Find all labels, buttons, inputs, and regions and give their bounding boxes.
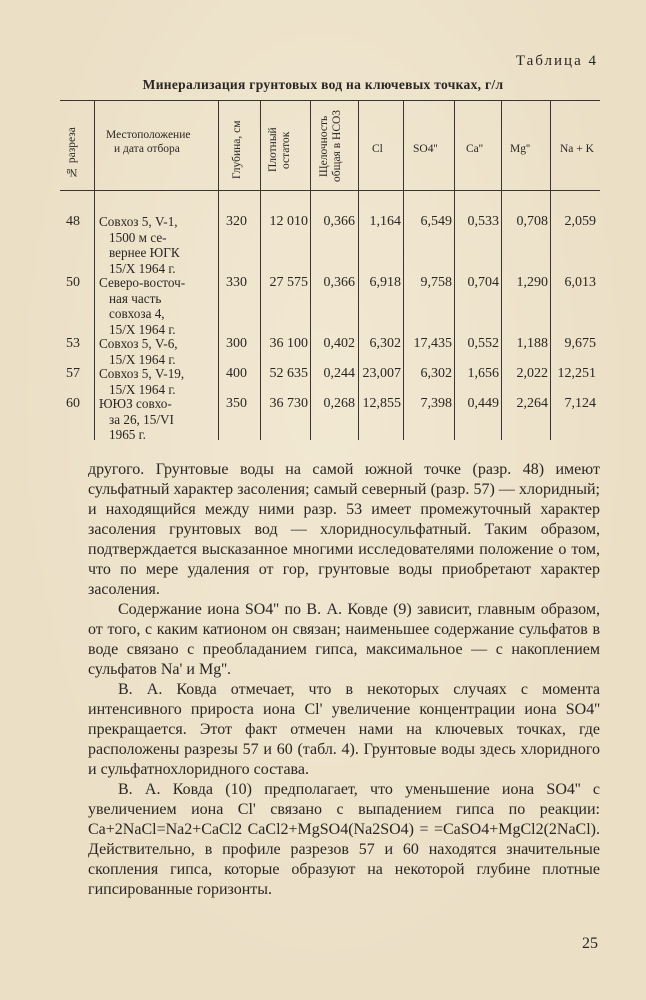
page-number: 25 [582, 935, 598, 952]
cell-so4: 7,398 [420, 396, 452, 411]
cell-mg: 2,022 [516, 366, 548, 381]
table-number: Таблица 4 [515, 53, 598, 69]
cell-residue: 27 575 [269, 275, 308, 290]
cell-section: 60 [66, 396, 80, 411]
cell-na-k: 7,124 [564, 396, 596, 411]
cell-depth: 330 [226, 275, 247, 290]
cell-location: Совхоз 5, V-6, 15/X 1964 г. [99, 336, 178, 367]
column-divider [94, 100, 95, 440]
cell-section: 57 [66, 366, 80, 381]
column-divider [218, 100, 219, 440]
cell-ca: 0,704 [467, 275, 499, 290]
cell-mg: 1,188 [516, 336, 548, 351]
header-location: Местоположение и дата отбора [106, 129, 191, 155]
header-na-k: Na + K [560, 143, 594, 155]
cell-so4: 9,758 [420, 275, 452, 290]
cell-cl: 1,164 [369, 214, 401, 229]
cell-location: Северо-восточ- ная часть совхоза 4, 15/X 1964 г. [99, 275, 186, 337]
cell-section: 48 [66, 214, 80, 229]
paragraph: другого. Грунтовые воды на самой южной точке (разр. 48) имеют сульфатный характер засоления; самый северный (разр. 57) — хлоридный; и находящийся между ними разр. 53 имеет промежуточный характер засоления грунтовых вод — хлоридносульфатный. Таким образом, подтверждается высказанное многими исследователями положение о том, что по мере удаления от гор, грунтовые воды приобретают характер засоления. [88, 461, 600, 598]
table-header-rule [60, 190, 600, 191]
cell-residue: 12 010 [269, 214, 308, 229]
cell-alkalinity: 0,366 [323, 275, 355, 290]
cell-residue: 36 100 [269, 336, 308, 351]
column-divider [550, 100, 551, 440]
column-divider [403, 100, 404, 440]
header-cl: Cl [372, 143, 383, 155]
cell-cl: 23,007 [362, 366, 401, 381]
cell-na-k: 6,013 [564, 275, 596, 290]
header-ca: Ca'' [466, 143, 483, 155]
cell-mg: 0,708 [516, 214, 548, 229]
cell-depth: 320 [226, 214, 247, 229]
cell-mg: 2,264 [516, 396, 548, 411]
cell-depth: 400 [226, 366, 247, 381]
column-divider [501, 100, 502, 440]
table-title: Минерализация грунтовых вод на ключевых точках, г/л [142, 77, 504, 92]
cell-section: 50 [66, 275, 80, 290]
table-top-rule [60, 100, 600, 101]
cell-so4: 17,435 [413, 336, 452, 351]
paragraph: В. А. Ковда отмечает, что в некоторых случаях с момента интенсивного прироста иона Cl' увеличение концентрации иона SO4'' прекращается. Этот факт отмечен нами на ключевых точках, где расположены разрезы 57 и 60 (табл. 4). Грунтовые воды здесь хлоридного и сульфатнохлоридного состава. [88, 681, 600, 778]
cell-alkalinity: 0,244 [323, 366, 355, 381]
cell-depth: 300 [226, 336, 247, 351]
column-divider [358, 100, 359, 440]
cell-residue: 36 730 [269, 396, 308, 411]
cell-ca: 0,533 [467, 214, 499, 229]
cell-depth: 350 [226, 396, 247, 411]
paragraph: В. А. Ковда (10) предполагает, что уменьшение иона SO4'' с увеличением иона Cl' связано с выпадением гипса по реакции: Ca+2NaCl=Na2+CaCl2 CaCl2+MgSO4(Na2SO4) = =CaSO4+MgCl2(2NaCl). Действительно, в профиле разрезов 57 и 60 находятся значительные скопления гипса, которые образуют на некоторой глубине плотные гипсированные горизонты. [88, 781, 600, 898]
cell-alkalinity: 0,268 [323, 396, 355, 411]
cell-so4: 6,549 [420, 214, 452, 229]
cell-ca: 0,449 [467, 396, 499, 411]
cell-cl: 6,302 [369, 336, 401, 351]
column-divider [260, 100, 261, 440]
header-so4: SO4'' [413, 143, 438, 155]
paragraph: Содержание иона SO4'' по В. А. Ковде (9) зависит, главным образом, от того, с каким катионом он связан; наименьшее содержание сульфатов в воде связано с преобладанием гипса, максимальное — с накоплением сульфатов Na' и Mg''. [88, 601, 600, 678]
cell-cl: 12,855 [362, 396, 401, 411]
cell-section: 53 [66, 336, 80, 351]
cell-location: Совхоз 5, V-1, 1500 м се- вернее ЮГК 15/X 1964 г. [99, 214, 180, 276]
cell-na-k: 9,675 [564, 336, 596, 351]
cell-na-k: 12,251 [557, 366, 596, 381]
cell-cl: 6,918 [369, 275, 401, 290]
header-residue: Плотный остаток [267, 127, 292, 173]
cell-residue: 52 635 [269, 366, 308, 381]
header-alkalinity: Щелочность общая в HCO3 [318, 109, 343, 183]
column-divider [454, 100, 455, 440]
cell-na-k: 2,059 [564, 214, 596, 229]
cell-ca: 1,656 [467, 366, 499, 381]
column-divider [310, 100, 311, 440]
header-mg: Mg'' [510, 143, 531, 155]
cell-so4: 6,302 [420, 366, 452, 381]
cell-location: Совхоз 5, V-19, 15/X 1964 г. [99, 366, 185, 397]
cell-alkalinity: 0,366 [323, 214, 355, 229]
cell-mg: 1,290 [516, 275, 548, 290]
cell-location: ЮЮЗ совхо- за 26, 15/VI 1965 г. [99, 396, 174, 442]
cell-ca: 0,552 [467, 336, 499, 351]
cell-alkalinity: 0,402 [323, 336, 355, 351]
header-section: № разреза [66, 127, 78, 179]
header-depth: Глубина, см [231, 120, 243, 180]
body-text [88, 460, 600, 900]
